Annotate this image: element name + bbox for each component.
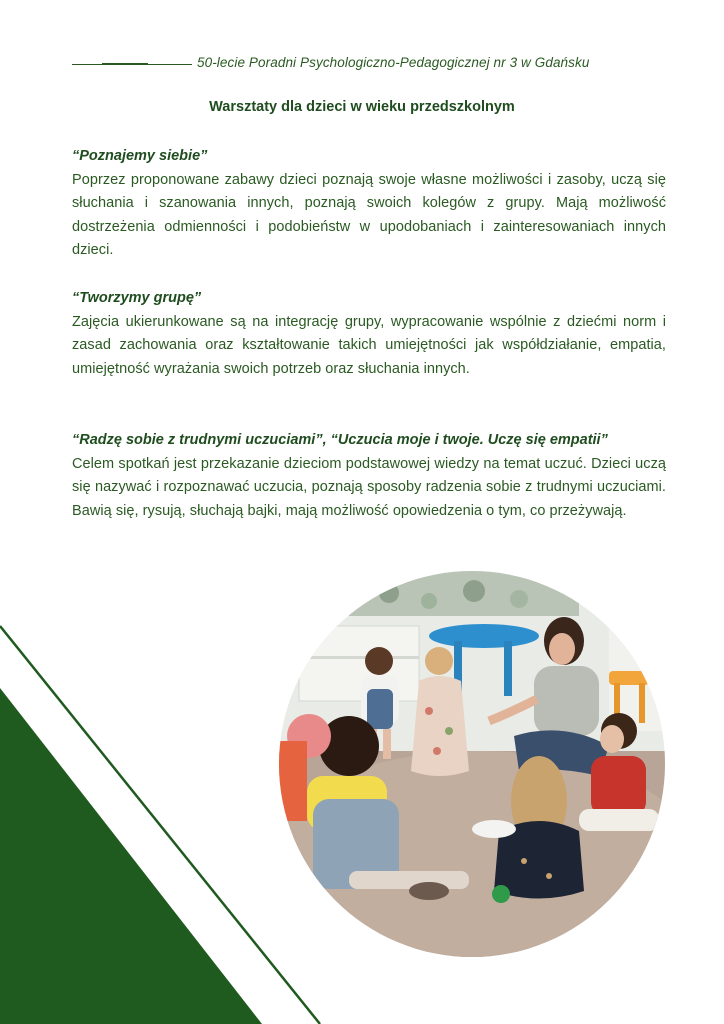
green-triangle [0, 688, 262, 1024]
section-title: “Tworzymy grupę” [72, 290, 202, 306]
section-body: Zajęcia ukierunkowane są na integrację grupy, wypracowanie wspólnie z dziećmi norm i zasad zachowania oraz kształtowanie takich umiejętności jak współdziałanie, empatia, umiejętność wyrażania swoich potrzeb oraz słuchania innych. [72, 313, 666, 377]
photo-illustration [279, 571, 665, 957]
section-title: “Poznajemy siebie” [72, 148, 208, 164]
section-title: “Radzę sobie z trudnymi uczuciami”, “Uczucia moje i twoje. Uczę się empatii” [72, 432, 608, 448]
section-body: Celem spotkań jest przekazanie dzieciom podstawowej wiedzy na temat uczuć. Dzieci uczą się nazywać i rozpoznawać uczucia, poznają sposoby radzenia sobie z trudnymi uczuciami. Bawią się, rysują, słuchają bajki, mają możliwość opowiedzenia o tym, co przeżywają. [72, 455, 666, 519]
page-title: Warsztaty dla dzieci w wieku przedszkolnym [209, 99, 515, 115]
section-body: Poprzez proponowane zabawy dzieci poznają swoje własne możliwości i zasoby, uczą się słuchania i szanowania innych, poznają swoich kolegów z grupy. Mają możliwość dostrzeżenia odmienności i podobieństw w upodobaniach i zainteresowaniach innych dzieci. [72, 171, 666, 258]
children-workshop-photo [279, 571, 665, 957]
header-text: 50-lecie Poradni Psychologiczno-Pedagogicznej nr 3 w Gdańsku [197, 55, 590, 70]
